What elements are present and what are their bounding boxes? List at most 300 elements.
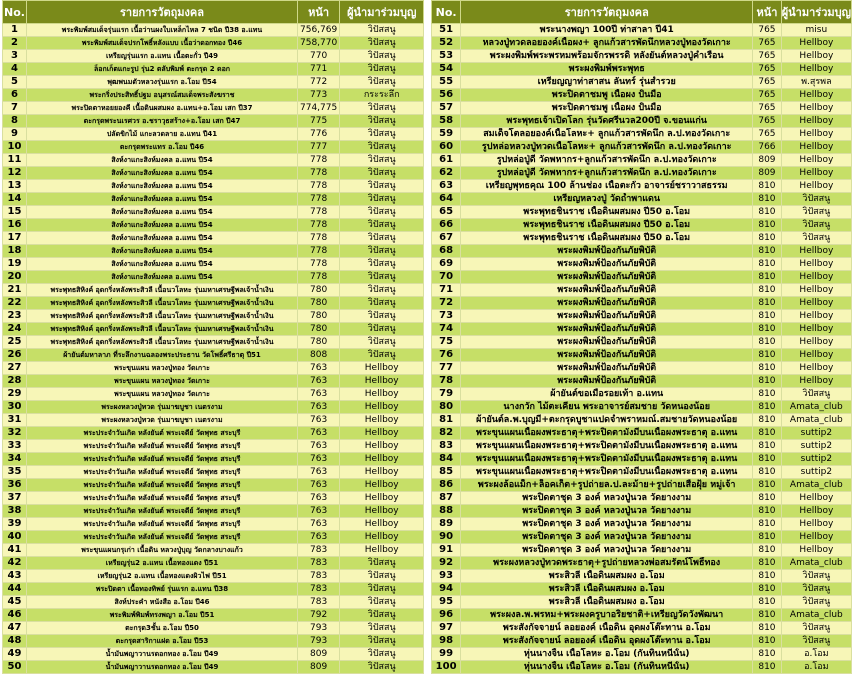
row-number[interactable]: 42 — [3, 557, 27, 570]
row-page[interactable]: 763 — [298, 518, 340, 531]
row-contributor[interactable]: วิปัสสนู — [781, 596, 851, 609]
row-number[interactable]: 30 — [3, 401, 27, 414]
row-page[interactable]: 763 — [298, 375, 340, 388]
row-number[interactable]: 56 — [432, 89, 461, 102]
row-page[interactable]: 776 — [298, 128, 340, 141]
row-contributor[interactable]: วิปัสสนู — [340, 219, 424, 232]
row-item[interactable]: พระปิดตาชุด 3 องค์ หลวงปู่นวล วัดยางงาม — [461, 531, 753, 544]
row-page[interactable]: 810 — [753, 466, 782, 479]
row-contributor[interactable]: วิปัสสนู — [340, 310, 424, 323]
row-item[interactable]: ตะกรุดพระนเรศวร อ.ชราวุธสร้าง+อ.โอม เสก ปี47 — [27, 115, 298, 128]
row-contributor[interactable]: Amata_club — [781, 557, 851, 570]
row-contributor[interactable]: Hellboy — [781, 544, 851, 557]
row-item[interactable]: พระผงพิมพ์พระพุทธ — [461, 63, 753, 76]
row-number[interactable]: 32 — [3, 427, 27, 440]
row-item[interactable]: พระผงพิมพ์ป้องกันภัยพิบัติ — [461, 297, 753, 310]
row-page[interactable]: 810 — [753, 414, 782, 427]
row-contributor[interactable]: Hellboy — [781, 258, 851, 271]
row-number[interactable]: 97 — [432, 622, 461, 635]
row-item[interactable]: พระประจำวันเกิด หลังยันต์ พระเจดีย์ วัดพุทธ สระบุรี — [27, 479, 298, 492]
row-number[interactable]: 77 — [432, 362, 461, 375]
row-page[interactable]: 775 — [298, 115, 340, 128]
row-contributor[interactable]: Hellboy — [781, 89, 851, 102]
row-item[interactable]: พระขุนแผนเนื้อผงพระธาตุ+พระปิดตามังมีบนเนื้อผงพระธาตุ อ.แทน — [461, 440, 753, 453]
header-contributor[interactable]: ผู้นำมาร่วมบุญ — [781, 1, 851, 24]
row-contributor[interactable]: Hellboy — [781, 50, 851, 63]
row-page[interactable]: 810 — [753, 570, 782, 583]
row-number[interactable]: 34 — [3, 453, 27, 466]
row-number[interactable]: 87 — [432, 492, 461, 505]
row-item[interactable]: น้ำมันพญาวานรดอกทอง อ.โอม ปี49 — [27, 661, 298, 674]
row-page[interactable]: 763 — [298, 414, 340, 427]
row-item[interactable]: พระปิดตาชุด 3 องค์ หลวงปู่นวล วัดยางงาม — [461, 518, 753, 531]
row-contributor[interactable]: Hellboy — [340, 479, 424, 492]
row-page[interactable]: 765 — [753, 115, 782, 128]
row-page[interactable]: 783 — [298, 544, 340, 557]
row-page[interactable]: 778 — [298, 180, 340, 193]
row-contributor[interactable]: วิปัสสนู — [340, 76, 424, 89]
row-item[interactable]: พระขุนแผน หลวงปู่ทอง วัดเกาะ — [27, 388, 298, 401]
row-contributor[interactable]: วิปัสสนู — [340, 128, 424, 141]
row-number[interactable]: 44 — [3, 583, 27, 596]
row-page[interactable]: 780 — [298, 284, 340, 297]
row-page[interactable]: 765 — [753, 63, 782, 76]
row-number[interactable]: 27 — [3, 362, 27, 375]
row-contributor[interactable]: วิปัสสนู — [340, 570, 424, 583]
row-number[interactable]: 98 — [432, 635, 461, 648]
row-contributor[interactable]: อ.โอม — [781, 648, 851, 661]
row-number[interactable]: 93 — [432, 570, 461, 583]
row-item[interactable]: สิงห์งาแกะสิงห์มงคล อ.แทน ปี54 — [27, 219, 298, 232]
row-number[interactable]: 50 — [3, 661, 27, 674]
row-item[interactable]: พระขุนแผนเนื้อผงพระธาตุ+พระปิดตามังมีบนเนื้อผงพระธาตุ อ.แทน — [461, 427, 753, 440]
row-item[interactable]: พระพิมพ์สมเด็จปรกโพธิ์หลังแบบ เนื้อว่าดอกทอง ปี46 — [27, 37, 298, 50]
row-contributor[interactable]: วิปัสสนู — [340, 258, 424, 271]
row-item[interactable]: พระประจำวันเกิด หลังยันต์ พระเจดีย์ วัดพุทธ สระบุรี — [27, 440, 298, 453]
row-item[interactable]: พระพิมพ์สมเด็จรุ่นแรก เนื้อว่านผงใบเหล็กไหล 7 ชนิด ปี38 อ.แทน — [27, 24, 298, 37]
row-number[interactable]: 25 — [3, 336, 27, 349]
row-contributor[interactable]: วิปัสสนู — [340, 141, 424, 154]
row-item[interactable]: พระพุทธเจ้าเปิดโลก รุ่นวัดศรีนวล200ปี จ.ขอนแก่น — [461, 115, 753, 128]
row-page[interactable]: 810 — [753, 427, 782, 440]
row-number[interactable]: 68 — [432, 245, 461, 258]
row-page[interactable]: 763 — [298, 531, 340, 544]
row-number[interactable]: 15 — [3, 206, 27, 219]
row-contributor[interactable]: Hellboy — [781, 297, 851, 310]
row-item[interactable]: สมเด็จโตลอยองค์เนื้อโลหะ+ ลูกแก้วสารพัดนึก ล.ป.ทองวัดเกาะ — [461, 128, 753, 141]
row-number[interactable]: 45 — [3, 596, 27, 609]
row-item[interactable]: รูปหล่อปู่ดี วัดพหากร+ลูกแก้วสารพัดนึก ล.ป.ทองวัดเกาะ — [461, 154, 753, 167]
row-page[interactable]: 765 — [753, 50, 782, 63]
row-page[interactable]: 810 — [753, 362, 782, 375]
row-contributor[interactable]: วิปัสสนู — [340, 50, 424, 63]
row-contributor[interactable]: suttip2 — [781, 427, 851, 440]
header-page[interactable]: หน้า — [298, 1, 340, 24]
row-number[interactable]: 86 — [432, 479, 461, 492]
row-item[interactable]: สิงห์งาแกะสิงห์มงคล อ.แทน ปี54 — [27, 167, 298, 180]
row-item[interactable]: พระสังกัจจายน์ ลอยองค์ เนื้อดิน อุดผงโต๊ะทาน อ.โอม — [461, 635, 753, 648]
row-item[interactable]: พระพุทธชินราช เนื้อดินผสมผง ปี50 อ.โอม — [461, 219, 753, 232]
row-contributor[interactable]: Hellboy — [781, 271, 851, 284]
row-page[interactable]: 766 — [753, 141, 782, 154]
row-contributor[interactable]: Amata_club — [781, 479, 851, 492]
row-item[interactable]: เหรียญรุ่น2 อ.แทน เนื้อทองแดง ปี51 — [27, 557, 298, 570]
row-page[interactable]: 765 — [753, 37, 782, 50]
row-page[interactable]: 778 — [298, 245, 340, 258]
row-number[interactable]: 59 — [432, 128, 461, 141]
row-item[interactable]: พระพุทธสิหิงค์ อุดกริ่งหลังพระสิวลี เนื้อนวโลหะ รุ่นมหาเศรษฐีพลเจ้าน้ำเงิน — [27, 297, 298, 310]
row-item[interactable]: พระประจำวันเกิด หลังยันต์ พระเจดีย์ วัดพุทธ สระบุรี — [27, 518, 298, 531]
row-page[interactable]: 809 — [753, 167, 782, 180]
row-item[interactable]: ปลัดขิกไม้ แกะลวดลาย อ.แทน ปี41 — [27, 128, 298, 141]
row-number[interactable]: 8 — [3, 115, 27, 128]
row-item[interactable]: หุ่นนางจิ้น เนื้อโลหะ อ.โอม (กันทินหนีนั้น) — [461, 648, 753, 661]
row-number[interactable]: 16 — [3, 219, 27, 232]
row-contributor[interactable]: Hellboy — [781, 531, 851, 544]
row-item[interactable]: หลวงปู่ทวดลอยองค์เนื้อผง+ ลูกแก้วสารพัดนึกหลวงปู่ทองวัดเกาะ — [461, 37, 753, 50]
row-number[interactable]: 46 — [3, 609, 27, 622]
row-contributor[interactable]: วิปัสสนู — [340, 24, 424, 37]
row-item[interactable]: พระผงพิมพ์ป้องกันภัยพิบัติ — [461, 349, 753, 362]
row-item[interactable]: เหรียญรุ่น2 อ.แทน เนื้อทองแดงผิวไฟ ปี51 — [27, 570, 298, 583]
row-contributor[interactable]: Hellboy — [781, 128, 851, 141]
row-contributor[interactable]: Hellboy — [340, 440, 424, 453]
row-page[interactable]: 810 — [753, 336, 782, 349]
row-contributor[interactable]: วิปัสสนู — [340, 206, 424, 219]
row-contributor[interactable]: วิปัสสนู — [340, 271, 424, 284]
row-contributor[interactable]: Hellboy — [781, 63, 851, 76]
row-number[interactable]: 91 — [432, 544, 461, 557]
row-contributor[interactable]: Hellboy — [781, 115, 851, 128]
row-number[interactable]: 29 — [3, 388, 27, 401]
row-page[interactable]: 778 — [298, 193, 340, 206]
row-item[interactable]: พระประจำวันเกิด หลังยันต์ พระเจดีย์ วัดพุทธ สระบุรี — [27, 492, 298, 505]
row-page[interactable]: 780 — [298, 297, 340, 310]
row-page[interactable]: 780 — [298, 336, 340, 349]
row-contributor[interactable]: วิปัสสนู — [340, 154, 424, 167]
row-contributor[interactable]: Hellboy — [340, 362, 424, 375]
row-item[interactable]: สิงห์งาแกะสิงห์มงคล อ.แทน ปี54 — [27, 193, 298, 206]
row-contributor[interactable]: วิปัสสนู — [781, 388, 851, 401]
row-contributor[interactable]: Hellboy — [781, 37, 851, 50]
row-item[interactable]: พุฒพนมตัวหลวงรุ่นแรก อ.โอม ปี54 — [27, 76, 298, 89]
row-number[interactable]: 52 — [432, 37, 461, 50]
row-item[interactable]: สิงห์งาแกะสิงห์มงคล อ.แทน ปี54 — [27, 245, 298, 258]
row-contributor[interactable]: Hellboy — [781, 310, 851, 323]
row-contributor[interactable]: วิปัสสนู — [340, 63, 424, 76]
row-contributor[interactable]: Hellboy — [781, 245, 851, 258]
row-page[interactable]: 810 — [753, 271, 782, 284]
row-contributor[interactable]: วิปัสสนู — [781, 583, 851, 596]
row-item[interactable]: พระปิดตา เนื้อทองทิพย์ รุ่นแรก อ.แทน ปี38 — [27, 583, 298, 596]
row-number[interactable]: 48 — [3, 635, 27, 648]
row-item[interactable]: น้ำมันพญาวานรดอกทอง อ.โอม ปี49 — [27, 648, 298, 661]
row-item[interactable]: พระผงพิมพ์ป้องกันภัยพิบัติ — [461, 375, 753, 388]
row-item[interactable]: พระสิวลี เนื้อดินผสมผง อ.โอม — [461, 596, 753, 609]
row-item[interactable]: พระปิดตาชุด 3 องค์ หลวงปู่นวล วัดยางงาม — [461, 505, 753, 518]
row-contributor[interactable]: วิปัสสนู — [781, 570, 851, 583]
row-page[interactable]: 810 — [753, 622, 782, 635]
row-number[interactable]: 88 — [432, 505, 461, 518]
row-page[interactable]: 810 — [753, 505, 782, 518]
row-item[interactable]: พระสิวลี เนื้อดินผสมผง อ.โอม — [461, 583, 753, 596]
row-contributor[interactable]: Hellboy — [340, 531, 424, 544]
row-page[interactable]: 810 — [753, 180, 782, 193]
row-contributor[interactable]: Hellboy — [781, 349, 851, 362]
row-contributor[interactable]: วิปัสสนู — [340, 193, 424, 206]
row-contributor[interactable]: Hellboy — [781, 518, 851, 531]
row-page[interactable]: 763 — [298, 388, 340, 401]
row-number[interactable]: 67 — [432, 232, 461, 245]
row-item[interactable]: ตะกรุดพระแทร อ.โอม ปี46 — [27, 141, 298, 154]
row-page[interactable]: 810 — [753, 206, 782, 219]
row-number[interactable]: 92 — [432, 557, 461, 570]
row-number[interactable]: 40 — [3, 531, 27, 544]
row-item[interactable]: เหรียญหลวงปู่ วัดถ้ำพาแดน — [461, 193, 753, 206]
row-page[interactable]: 810 — [753, 648, 782, 661]
row-item[interactable]: พระพิมพ์พิมพ์ทรงพญา อ.โอม ปี51 — [27, 609, 298, 622]
row-page[interactable]: 809 — [753, 154, 782, 167]
row-page[interactable]: 763 — [298, 362, 340, 375]
row-item[interactable]: สิงห์ประคำ หนังสือ อ.โอม ปี46 — [27, 596, 298, 609]
row-contributor[interactable]: วิปัสสนู — [340, 596, 424, 609]
row-item[interactable]: พระปิดตาหอยยองคี เนื้อดินผสมผง อ.แทน+อ.โอม เสก ปี37 — [27, 102, 298, 115]
row-number[interactable]: 84 — [432, 453, 461, 466]
row-contributor[interactable]: Hellboy — [340, 453, 424, 466]
row-number[interactable]: 41 — [3, 544, 27, 557]
row-number[interactable]: 47 — [3, 622, 27, 635]
row-contributor[interactable]: Amata_club — [781, 401, 851, 414]
row-item[interactable]: พระขุนแผน หลวงปู่ทอง วัดเกาะ — [27, 362, 298, 375]
row-number[interactable]: 39 — [3, 518, 27, 531]
row-number[interactable]: 1 — [3, 24, 27, 37]
row-item[interactable]: เหรียญญาท่าสาสน ลันทร์ รุ่นสำรวย — [461, 76, 753, 89]
row-contributor[interactable]: วิปัสสนู — [340, 115, 424, 128]
row-number[interactable]: 31 — [3, 414, 27, 427]
row-item[interactable]: สิงห์งาแกะสิงห์มงคล อ.แทน ปี54 — [27, 232, 298, 245]
row-number[interactable]: 100 — [432, 661, 461, 674]
row-item[interactable]: พระผงพิมพ์ป้องกันภัยพิบัติ — [461, 323, 753, 336]
row-item[interactable]: รูปหล่อปู่ดี วัดพหากร+ลูกแก้วสารพัดนึก ล.ป.ทองวัดเกาะ — [461, 167, 753, 180]
row-number[interactable]: 38 — [3, 505, 27, 518]
row-contributor[interactable]: วิปัสสนู — [340, 557, 424, 570]
row-number[interactable]: 65 — [432, 206, 461, 219]
row-contributor[interactable]: พ.สุรพล — [781, 76, 851, 89]
row-contributor[interactable]: วิปัสสนู — [781, 193, 851, 206]
row-item[interactable]: พระประจำวันเกิด หลังยันต์ พระเจดีย์ วัดพุทธ สระบุรี — [27, 505, 298, 518]
row-item[interactable]: สิงห์งาแกะสิงห์มงคล อ.แทน ปี54 — [27, 180, 298, 193]
row-contributor[interactable]: Hellboy — [781, 505, 851, 518]
header-no[interactable]: No. — [3, 1, 27, 24]
header-no[interactable]: No. — [432, 1, 461, 24]
row-page[interactable]: 780 — [298, 310, 340, 323]
row-contributor[interactable]: วิปัสสนู — [340, 37, 424, 50]
row-page[interactable]: 783 — [298, 583, 340, 596]
row-contributor[interactable]: วิปัสสนู — [340, 297, 424, 310]
row-number[interactable]: 83 — [432, 440, 461, 453]
row-page[interactable]: 763 — [298, 492, 340, 505]
row-page[interactable]: 773 — [298, 89, 340, 102]
row-number[interactable]: 14 — [3, 193, 27, 206]
row-item[interactable]: เหรียญรุ่นแรก อ.แทน เนื้อตะกั่ว ปี49 — [27, 50, 298, 63]
row-contributor[interactable]: Hellboy — [340, 427, 424, 440]
row-item[interactable]: พระผงหลวงปู่ทวด รุ่นมาฆบูชา เนตรงาม — [27, 414, 298, 427]
row-contributor[interactable]: วิปัสสนู — [340, 167, 424, 180]
row-contributor[interactable]: วิปัสสนู — [340, 609, 424, 622]
row-page[interactable]: 783 — [298, 596, 340, 609]
row-contributor[interactable]: กระระลึก — [340, 89, 424, 102]
row-page[interactable]: 810 — [753, 635, 782, 648]
row-page[interactable]: 810 — [753, 193, 782, 206]
row-number[interactable]: 28 — [3, 375, 27, 388]
row-item[interactable]: พระพุทธชินราช เนื้อดินผสมผง ปี50 อ.โอม — [461, 232, 753, 245]
row-contributor[interactable]: วิปัสสนู — [340, 661, 424, 674]
row-number[interactable]: 76 — [432, 349, 461, 362]
row-number[interactable]: 36 — [3, 479, 27, 492]
row-number[interactable]: 81 — [432, 414, 461, 427]
row-page[interactable]: 810 — [753, 245, 782, 258]
row-item[interactable]: เหรียญพุทธคุณ 100 ล้านช่อง เนื้อตะกั่ว อาจารย์ชราวาสธรรม — [461, 180, 753, 193]
row-number[interactable]: 78 — [432, 375, 461, 388]
row-page[interactable]: 765 — [753, 24, 782, 37]
row-page[interactable]: 810 — [753, 258, 782, 271]
row-page[interactable]: 771 — [298, 63, 340, 76]
row-item[interactable]: หุ่นนางจิ้น เนื้อโลหะ อ.โอม (กันทินหนีนั้น) — [461, 661, 753, 674]
row-number[interactable]: 75 — [432, 336, 461, 349]
row-number[interactable]: 20 — [3, 271, 27, 284]
row-page[interactable]: 793 — [298, 622, 340, 635]
row-item[interactable]: พระกริ่งประสิทธิ์ปฐม อนุสรณ์สมเด็จพระสังฆราช — [27, 89, 298, 102]
row-page[interactable]: 809 — [298, 648, 340, 661]
header-item[interactable]: รายการวัตถุมงคล — [461, 1, 753, 24]
row-number[interactable]: 3 — [3, 50, 27, 63]
row-item[interactable]: พระสังกัจจายน์ ลอยองค์ เนื้อดิน อุดผงโต๊ะทาน อ.โอม — [461, 622, 753, 635]
row-contributor[interactable]: Hellboy — [781, 336, 851, 349]
row-item[interactable]: พระปิดตาชมพู เนื้อผง ปั้นมือ — [461, 102, 753, 115]
row-contributor[interactable]: วิปัสสนู — [340, 284, 424, 297]
row-item[interactable]: พระผงล้อแม็ก+ล็อคเก็ต+รูปถ่ายล.ป.ละม้าย+รูปถ่ายเสือฝุ้ย หมู่เจ้า — [461, 479, 753, 492]
row-number[interactable]: 61 — [432, 154, 461, 167]
row-contributor[interactable]: Hellboy — [340, 505, 424, 518]
row-item[interactable]: พระปิดตาชมพู เนื้อผง ปั้นมือ — [461, 89, 753, 102]
row-contributor[interactable]: วิปัสสนู — [340, 323, 424, 336]
row-page[interactable]: 810 — [753, 518, 782, 531]
row-page[interactable]: 765 — [753, 89, 782, 102]
row-page[interactable]: 772 — [298, 76, 340, 89]
row-number[interactable]: 85 — [432, 466, 461, 479]
header-contributor[interactable]: ผู้นำมาร่วมบุญ — [340, 1, 424, 24]
row-number[interactable]: 72 — [432, 297, 461, 310]
row-page[interactable]: 810 — [753, 661, 782, 674]
row-item[interactable]: ตะกรุด3ชั้น อ.โอม ปี50 — [27, 622, 298, 635]
row-item[interactable]: ผ้ายันต์ล.พ.บุญมี+ตะกรุดบูชาแปดจำพราหมณ์.สมชายวัดหนองน้อย — [461, 414, 753, 427]
row-item[interactable]: พระพุทธชินราช เนื้อดินผสมผง ปี50 อ.โอม — [461, 206, 753, 219]
row-contributor[interactable]: Hellboy — [781, 167, 851, 180]
row-number[interactable]: 82 — [432, 427, 461, 440]
row-page[interactable]: 810 — [753, 323, 782, 336]
row-number[interactable]: 60 — [432, 141, 461, 154]
row-page[interactable]: 778 — [298, 232, 340, 245]
row-number[interactable]: 18 — [3, 245, 27, 258]
row-page[interactable]: 758,770 — [298, 37, 340, 50]
row-number[interactable]: 12 — [3, 167, 27, 180]
row-item[interactable]: รูปหล่อหลวงปู่ทวดเนื้อโลหะ+ ลูกแก้วสารพัดนึก ล.ป.ทองวัดเกาะ — [461, 141, 753, 154]
row-contributor[interactable]: วิปัสสนู — [340, 232, 424, 245]
row-page[interactable]: 763 — [298, 505, 340, 518]
row-page[interactable]: 810 — [753, 453, 782, 466]
row-page[interactable]: 763 — [298, 401, 340, 414]
row-number[interactable]: 9 — [3, 128, 27, 141]
row-item[interactable]: พระพุทธสิหิงค์ อุดกริ่งหลังพระสิวลี เนื้อนวโลหะ รุ่นมหาเศรษฐีพลเจ้าน้ำเงิน — [27, 323, 298, 336]
row-item[interactable]: พระพุทธสิหิงค์ อุดกริ่งหลังพระสิวลี เนื้อนวโลหะ รุ่นมหาเศรษฐีพลเจ้าน้ำเงิน — [27, 336, 298, 349]
row-page[interactable]: 810 — [753, 297, 782, 310]
row-contributor[interactable]: misu — [781, 24, 851, 37]
row-page[interactable]: 778 — [298, 271, 340, 284]
row-number[interactable]: 53 — [432, 50, 461, 63]
header-item[interactable]: รายการวัตถุมงคล — [27, 1, 298, 24]
row-item[interactable]: พระสิวลี เนื้อดินผสมผง อ.โอม — [461, 570, 753, 583]
row-contributor[interactable]: suttip2 — [781, 453, 851, 466]
row-number[interactable]: 94 — [432, 583, 461, 596]
row-number[interactable]: 33 — [3, 440, 27, 453]
row-number[interactable]: 99 — [432, 648, 461, 661]
row-page[interactable]: 765 — [753, 76, 782, 89]
row-contributor[interactable]: วิปัสสนู — [781, 206, 851, 219]
row-contributor[interactable]: วิปัสสนู — [340, 336, 424, 349]
row-number[interactable]: 10 — [3, 141, 27, 154]
row-item[interactable]: นางกวัก ไม้ตะเคียน พระอาจารย์สมชาย วัดหนองน้อย — [461, 401, 753, 414]
row-number[interactable]: 22 — [3, 297, 27, 310]
row-page[interactable]: 810 — [753, 388, 782, 401]
row-contributor[interactable]: Hellboy — [781, 141, 851, 154]
row-page[interactable]: 808 — [298, 349, 340, 362]
row-page[interactable]: 778 — [298, 154, 340, 167]
row-number[interactable]: 54 — [432, 63, 461, 76]
row-item[interactable]: พระขุนแผนกรุเก่า เนื้อดิน หลวงปู่บุญ วัดกลางบางแก้ว — [27, 544, 298, 557]
row-contributor[interactable]: วิปัสสนู — [340, 583, 424, 596]
row-page[interactable]: 780 — [298, 323, 340, 336]
row-item[interactable]: พระผงหลวงปู่ทวดพระธาตุ+รูปถ่ายหลวงพ่อสมรัตน์โพธิ์ทอง — [461, 557, 753, 570]
row-page[interactable]: 810 — [753, 544, 782, 557]
row-item[interactable]: พระพุทธสิหิงค์ อุดกริ่งหลังพระสิวลี เนื้อนวโลหะ รุ่นมหาเศรษฐีพลเจ้าน้ำเงิน — [27, 310, 298, 323]
row-contributor[interactable]: วิปัสสนู — [340, 245, 424, 258]
row-page[interactable]: 763 — [298, 453, 340, 466]
row-number[interactable]: 23 — [3, 310, 27, 323]
row-contributor[interactable]: Amata_club — [781, 609, 851, 622]
row-number[interactable]: 63 — [432, 180, 461, 193]
row-page[interactable]: 774,775 — [298, 102, 340, 115]
row-page[interactable]: 778 — [298, 206, 340, 219]
row-contributor[interactable]: Hellboy — [781, 492, 851, 505]
row-contributor[interactable]: วิปัสสนู — [781, 635, 851, 648]
row-number[interactable]: 55 — [432, 76, 461, 89]
row-page[interactable]: 810 — [753, 349, 782, 362]
row-contributor[interactable]: Hellboy — [340, 518, 424, 531]
row-contributor[interactable]: Hellboy — [781, 323, 851, 336]
row-page[interactable]: 810 — [753, 401, 782, 414]
row-page[interactable]: 810 — [753, 375, 782, 388]
row-page[interactable]: 765 — [753, 102, 782, 115]
row-contributor[interactable]: วิปัสสนู — [340, 180, 424, 193]
row-number[interactable]: 80 — [432, 401, 461, 414]
header-page[interactable]: หน้า — [753, 1, 782, 24]
row-number[interactable]: 71 — [432, 284, 461, 297]
row-item[interactable]: พระปิดตาชุด 3 องค์ หลวงปู่นวล วัดยางงาม — [461, 544, 753, 557]
row-item[interactable]: สิงห์งาแกะสิงห์มงคล อ.แทน ปี54 — [27, 258, 298, 271]
row-contributor[interactable]: Hellboy — [340, 414, 424, 427]
row-item[interactable]: สิงห์งาแกะสิงห์มงคล อ.แทน ปี54 — [27, 271, 298, 284]
row-number[interactable]: 96 — [432, 609, 461, 622]
